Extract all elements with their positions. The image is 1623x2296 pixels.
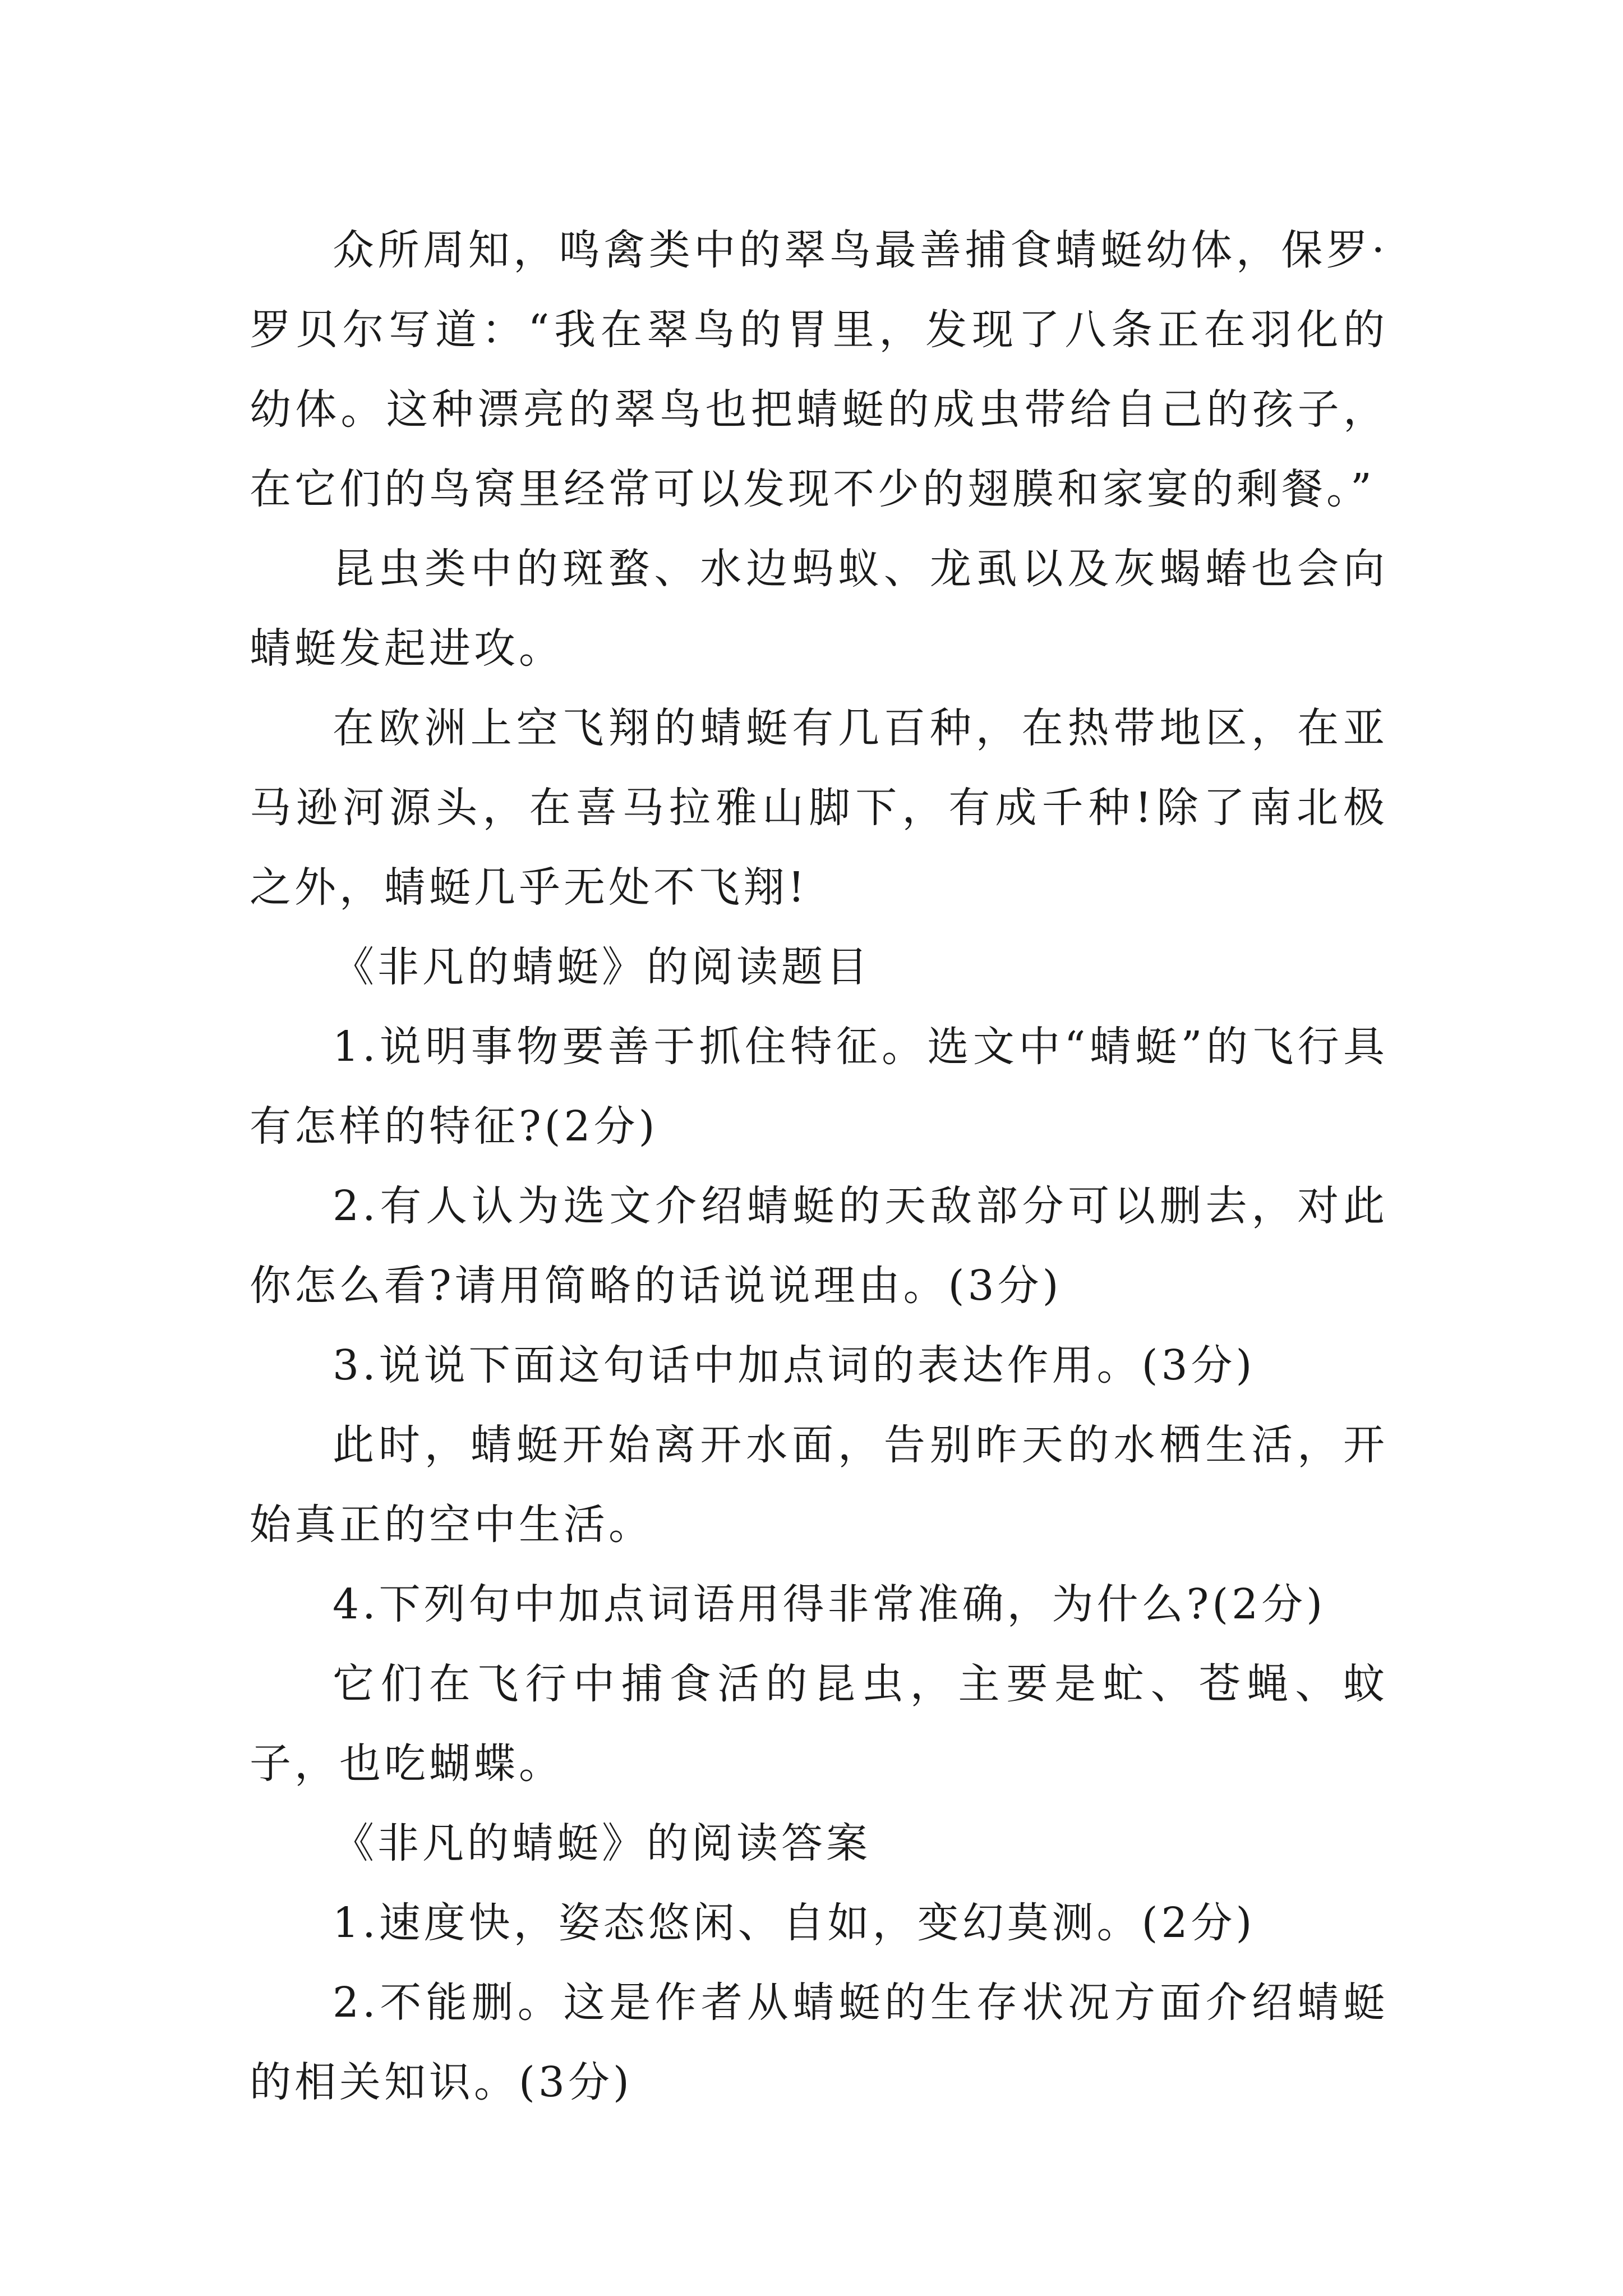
answer-1: 1.速度快，姿态悠闲、自如，变幻莫测。(2分) (333, 1899, 1256, 1947)
paragraph-kingfisher: 众所周知，鸣禽类中的翠鸟最善捕食蜻蜓幼体，保罗·罗贝尔写道：“我在翠鸟的胃里，发现了八条正在羽化的幼体。这种漂亮的翠鸟也把蜻蜓的成虫带给自己的孩子，在它们的鸟窝里经常可以发现不少的翅膜和家宴的剩餐。” (250, 226, 1388, 513)
document-page (250, 210, 1388, 2122)
section-heading-answers: 《非凡的蜻蜓》的阅读答案 (333, 1819, 871, 1867)
question-1: 1.说明事物要善于抓住特征。选文中“蜻蜓”的飞行具有怎样的特征?(2分) (250, 1023, 1388, 1151)
question-4: 4.下列句中加点词语用得非常准确，为什么?(2分) (333, 1580, 1326, 1628)
section-heading-questions: 《非凡的蜻蜓》的阅读题目 (333, 943, 871, 991)
question-3: 3.说说下面这句话中加点词的表达作用。(3分) (333, 1341, 1256, 1389)
question-4-sentence: 它们在飞行中捕食活的昆虫，主要是虻、苍蝇、蚊子，也吃蝴蝶。 (250, 1660, 1388, 1788)
paragraph-distribution: 在欧洲上空飞翔的蜻蜓有几百种，在热带地区，在亚马逊河源头，在喜马拉雅山脚下，有成千种!除了南北极之外，蜻蜓几乎无处不飞翔! (250, 704, 1388, 912)
question-2: 2.有人认为选文介绍蜻蜓的天敌部分可以删去，对此你怎么看?请用简略的话说说理由。(3分) (250, 1182, 1388, 1310)
answer-2: 2.不能删。这是作者从蜻蜓的生存状况方面介绍蜻蜓的相关知识。(3分) (250, 1978, 1388, 2106)
paragraph-insect-enemies: 昆虫类中的斑蝥、水边蚂蚁、龙虱以及灰蝎蝽也会向蜻蜓发起进攻。 (250, 545, 1388, 673)
question-3-sentence: 此时，蜻蜓开始离开水面，告别昨天的水栖生活，开始真正的空中生活。 (250, 1421, 1388, 1549)
